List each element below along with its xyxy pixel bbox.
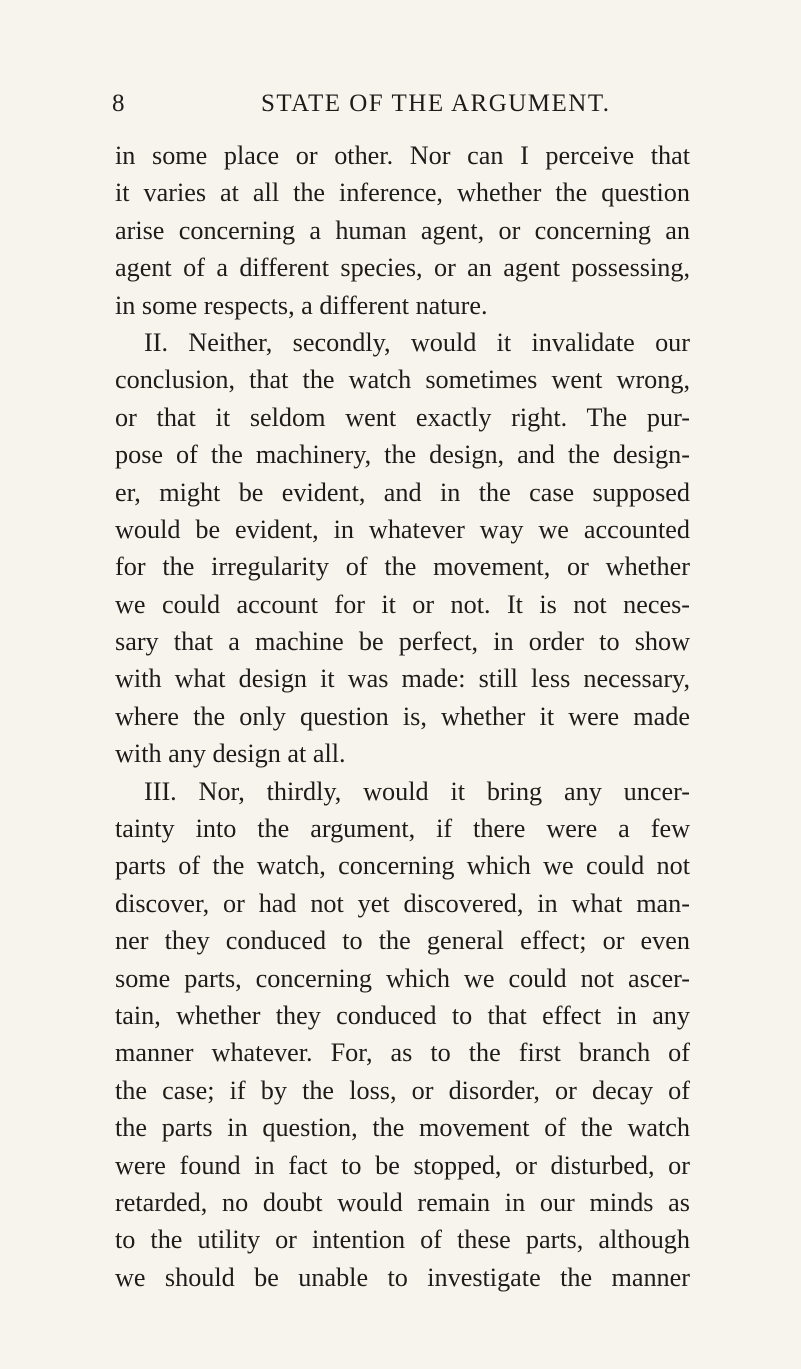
text-line: er, might be evident, and in the case supposed — [115, 477, 690, 507]
text-line: II. Neither, secondly, would it invalidate our — [144, 327, 690, 357]
text-line: we could account for it or not. It is not neces- — [115, 589, 690, 619]
text-line: pose of the machinery, the design, and the design- — [115, 440, 690, 470]
text-line: in some respects, a different nature. — [115, 290, 488, 320]
text-line: III. Nor, thirdly, would it bring any uncer- — [144, 776, 690, 806]
text-line: sary that a machine be perfect, in order to show — [115, 627, 690, 657]
text-line: ner they conduced to the general effect; or even — [115, 926, 690, 956]
text-line: it varies at all the inference, whether the question — [115, 178, 690, 208]
text-line: would be evident, in whatever way we accounted — [115, 514, 690, 544]
text-line: tain, whether they conduced to that effect in any — [115, 1000, 690, 1030]
text-line: conclusion, that the watch sometimes went wrong, — [115, 365, 690, 395]
text-line: manner whatever. For, as to the first branch of — [115, 1038, 690, 1068]
text-line: the case; if by the loss, or disorder, or decay of — [115, 1075, 690, 1105]
text-line: in some place or other. Nor can I perceive that — [115, 141, 690, 170]
text-line: or that it seldom went exactly right. The pur- — [115, 402, 690, 432]
page-number: 8 — [112, 90, 126, 117]
text-line: were found in fact to be stopped, or disturbed, or — [115, 1150, 690, 1180]
text-line: for the irregularity of the movement, or whether — [115, 552, 690, 582]
text-line: parts of the watch, concerning which we could not — [115, 851, 690, 881]
text-line: to the utility or intention of these parts, although — [115, 1225, 690, 1255]
running-head — [0, 86, 801, 122]
text-line: where the only question is, whether it were made — [115, 701, 690, 731]
text-line: discover, or had not yet discovered, in what man- — [115, 888, 690, 918]
text-line: some parts, concerning which we could not ascer- — [115, 963, 690, 993]
text-line: tainty into the argument, if there were a few — [115, 814, 690, 844]
text-line: agent of a different species, or an agent possessing, — [115, 253, 690, 283]
text-line: the parts in question, the movement of the watch — [115, 1113, 690, 1143]
text-line: retarded, no doubt would remain in our minds as — [115, 1187, 690, 1217]
text-line: with any design at all. — [115, 739, 346, 769]
text-line: arise concerning a human agent, or concerning an — [115, 215, 690, 245]
running-title: STATE OF THE ARGUMENT. — [261, 90, 611, 117]
text-line: with what design it was made: still less necessary, — [115, 664, 690, 694]
body-text — [115, 137, 690, 1296]
text-line: we should be unable to investigate the manner — [115, 1262, 690, 1292]
